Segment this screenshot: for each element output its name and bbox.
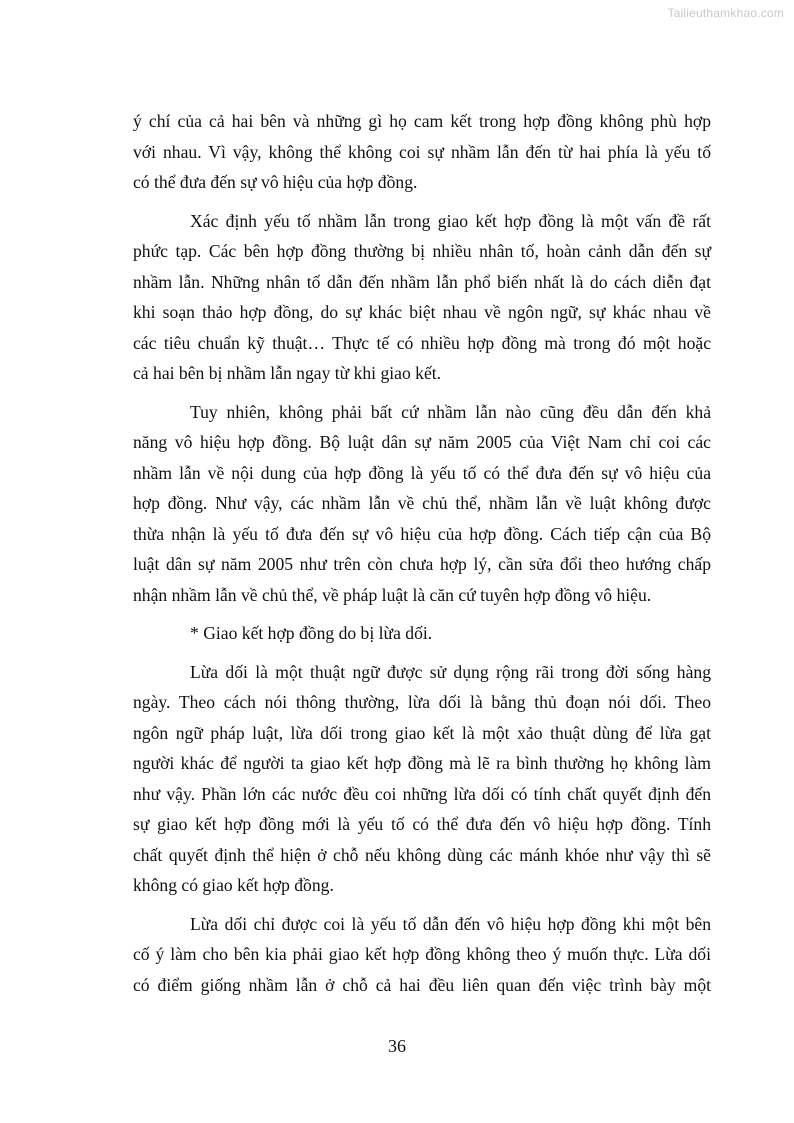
text-line: khi soạn thảo hợp đồng, do sự khác biệt nhau về ngôn ngữ, sự khác nhau về [133, 302, 711, 322]
text-line: nhận nhầm lẫn về chủ thể, về pháp luật là căn cứ tuyên hợp đồng vô hiệu. [133, 584, 652, 605]
text-line: với nhau. Vì vậy, không thể không coi sự nhầm lẫn đến từ hai phía là yếu tố [133, 141, 711, 162]
text-line: có điểm giống nhầm lẫn ở chỗ cả hai đều liên quan đến việc trình bày một [133, 974, 711, 995]
text-line: không có giao kết hợp đồng. [133, 875, 334, 895]
text-line: nhầm lẫn về nội dung của hợp đồng là yếu tố có thể đưa đến sự vô hiệu của [133, 462, 711, 483]
text-line: Lừa dối là một thuật ngữ được sử dụng rộng rãi trong đời sống hàng [190, 661, 711, 682]
document-body [133, 106, 711, 1008]
paragraph [133, 206, 711, 389]
text-line: có thể đưa đến sự vô hiệu của hợp đồng. [133, 172, 418, 192]
text-line: luật dân sự năm 2005 như trên còn chưa hợp lý, cần sửa đổi theo hướng chấp [133, 554, 711, 574]
text-line: cả hai bên bị nhầm lẫn ngay từ khi giao kết. [133, 363, 442, 383]
text-line: phức tạp. Các bên hợp đồng thường bị nhiều nhân tố, hoàn cảnh dẫn đến sự [133, 241, 711, 261]
page-number: 36 [388, 1036, 406, 1056]
paragraph [133, 618, 711, 649]
text-line: Lừa dối chỉ được coi là yếu tố dẫn đến vô hiệu hợp đồng khi một bên [190, 913, 711, 934]
text-line: ngôn ngữ pháp luật, lừa dối trong giao kết là một xảo thuật dùng để lừa gạt [133, 722, 711, 743]
text-line: nhầm lẫn. Những nhân tố dẫn đến nhầm lẫn phổ biến nhất là do cách diễn đạt [133, 271, 711, 292]
text-line: chất quyết định thể hiện ở chỗ nếu không dùng các mánh khóe như vậy thì sẽ [133, 844, 711, 865]
text-line: như vậy. Phần lớn các nước đều coi những lừa dối có tính chất quyết định đến [133, 783, 711, 804]
text-line: Xác định yếu tố nhầm lẫn trong giao kết hợp đồng là một vấn đề rất [190, 210, 711, 231]
text-line: Tuy nhiên, không phải bất cứ nhầm lẫn nào cũng đều dẫn đến khả [190, 401, 711, 422]
paragraph [133, 106, 711, 198]
text-line: sự giao kết hợp đồng mới là yếu tố có thể đưa đến vô hiệu hợp đồng. Tính [133, 814, 711, 834]
paragraph [133, 657, 711, 901]
watermark: Tailieuthamkhao.com [667, 6, 784, 20]
text-line: người khác để người ta giao kết hợp đồng mà lẽ ra bình thường họ không làm [133, 753, 711, 773]
text-line: * Giao kết hợp đồng do bị lừa dối. [190, 623, 433, 643]
text-line: cố ý làm cho bên kia phải giao kết hợp đồng không theo ý muốn thực. Lừa dối [133, 944, 711, 964]
text-line: các tiêu chuẩn kỹ thuật… Thực tế có nhiều hợp đồng mà trong đó một hoặc [133, 332, 711, 353]
text-line: thừa nhận là yếu tố đưa đến sự vô hiệu của hợp đồng. Cách tiếp cận của Bộ [133, 523, 711, 544]
paragraph [133, 909, 711, 1001]
text-line: ý chí của cả hai bên và những gì họ cam kết trong hợp đồng không phù hợp [133, 111, 711, 131]
text-line: năng vô hiệu hợp đồng. Bộ luật dân sự năm 2005 của Việt Nam chỉ coi các [133, 432, 711, 452]
paragraph [133, 397, 711, 611]
text-line: ngày. Theo cách nói thông thường, lừa dối là bằng thủ đoạn nói dối. Theo [133, 692, 711, 712]
text-line: hợp đồng. Như vậy, các nhầm lẫn về chủ thể, nhầm lẫn về luật không được [133, 493, 711, 513]
